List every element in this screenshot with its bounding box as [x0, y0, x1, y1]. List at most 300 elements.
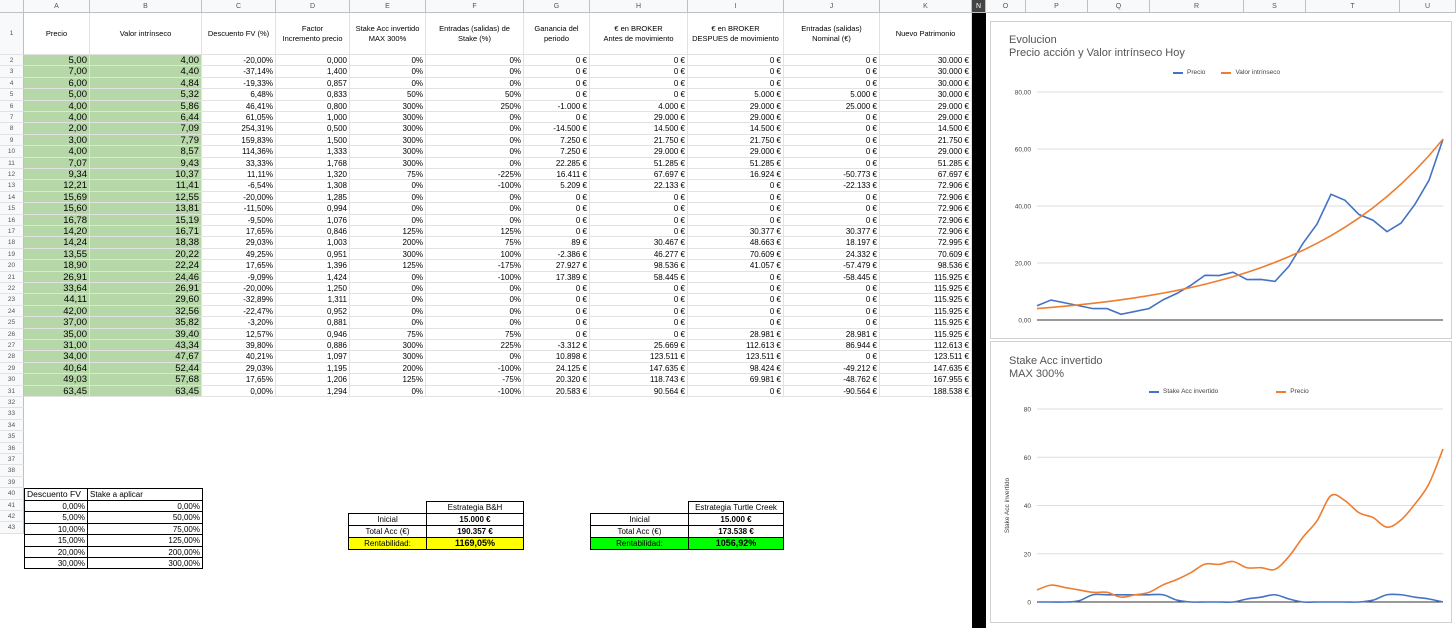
cell-a[interactable]: 13,55	[24, 249, 90, 260]
cell-g[interactable]: 0 €	[524, 66, 590, 77]
cell-k[interactable]: 98.536 €	[880, 260, 972, 271]
row-header[interactable]: 20	[0, 260, 24, 271]
cell-k[interactable]: 30.000 €	[880, 89, 972, 100]
cell-b[interactable]: 10,37	[90, 169, 202, 180]
column-header-j[interactable]: J	[784, 0, 880, 13]
header-ganancia[interactable]	[524, 13, 590, 55]
cell-c[interactable]: -20,00%	[202, 192, 276, 203]
cell-i[interactable]: 123.511 €	[688, 351, 784, 362]
cell-d[interactable]: 1,500	[276, 135, 350, 146]
cell-f[interactable]: 0%	[426, 66, 524, 77]
cell-i[interactable]: 0 €	[688, 386, 784, 397]
cell-f[interactable]: 0%	[426, 135, 524, 146]
cell-e[interactable]: 125%	[350, 374, 426, 385]
lookup-stake-cell[interactable]: 50,00%	[87, 511, 203, 523]
cell-b[interactable]: 4,40	[90, 66, 202, 77]
cell-h[interactable]: 0 €	[590, 78, 688, 89]
cell-i[interactable]: 29.000 €	[688, 146, 784, 157]
row-header[interactable]: 14	[0, 192, 24, 203]
cell-e[interactable]: 75%	[350, 329, 426, 340]
cell-i[interactable]: 30.377 €	[688, 226, 784, 237]
cell-c[interactable]: 159,83%	[202, 135, 276, 146]
cell-f[interactable]: -175%	[426, 260, 524, 271]
bh-inicial-value[interactable]: 15.000 €	[426, 513, 524, 526]
cell-e[interactable]: 300%	[350, 146, 426, 157]
cell-g[interactable]: 89 €	[524, 237, 590, 248]
cell-h[interactable]: 0 €	[590, 226, 688, 237]
cell-f[interactable]: 0%	[426, 306, 524, 317]
cell-i[interactable]: 0 €	[688, 192, 784, 203]
cell-e[interactable]: 0%	[350, 386, 426, 397]
cell-a[interactable]: 63,45	[24, 386, 90, 397]
cell-j[interactable]: -58.445 €	[784, 272, 880, 283]
tc-inicial-label[interactable]: Inicial	[590, 513, 689, 526]
cell-h[interactable]: 0 €	[590, 283, 688, 294]
cell-b[interactable]: 18,38	[90, 237, 202, 248]
cell-k[interactable]: 30.000 €	[880, 78, 972, 89]
cell-i[interactable]: 29.000 €	[688, 112, 784, 123]
cell-i[interactable]: 0 €	[688, 215, 784, 226]
cell-e[interactable]: 125%	[350, 226, 426, 237]
cell-e[interactable]: 0%	[350, 78, 426, 89]
column-header-right[interactable]: Q	[1088, 0, 1150, 13]
cell-a[interactable]: 15,60	[24, 203, 90, 214]
cell-c[interactable]: 17,65%	[202, 226, 276, 237]
cell-c[interactable]: -9,50%	[202, 215, 276, 226]
chart-evolucion[interactable]	[990, 21, 1452, 339]
cell-a[interactable]: 49,03	[24, 374, 90, 385]
cell-k[interactable]: 29.000 €	[880, 146, 972, 157]
chart-stake[interactable]	[990, 341, 1452, 623]
cell-f[interactable]: -75%	[426, 374, 524, 385]
cell-j[interactable]: 0 €	[784, 146, 880, 157]
cell-h[interactable]: 0 €	[590, 66, 688, 77]
cell-d[interactable]: 0,952	[276, 306, 350, 317]
row-header[interactable]: 35	[0, 431, 24, 442]
cell-a[interactable]: 2,00	[24, 123, 90, 134]
cell-h[interactable]: 0 €	[590, 89, 688, 100]
cell-a[interactable]: 44,11	[24, 294, 90, 305]
cell-a[interactable]: 7,07	[24, 158, 90, 169]
cell-d[interactable]: 0,000	[276, 55, 350, 66]
column-header-a[interactable]: A	[24, 0, 90, 13]
cell-b[interactable]: 5,32	[90, 89, 202, 100]
cell-j[interactable]: 0 €	[784, 317, 880, 328]
cell-i[interactable]: 112.613 €	[688, 340, 784, 351]
cell-e[interactable]: 125%	[350, 260, 426, 271]
cell-j[interactable]: 0 €	[784, 351, 880, 362]
cell-f[interactable]: -100%	[426, 386, 524, 397]
cell-k[interactable]: 29.000 €	[880, 112, 972, 123]
cell-b[interactable]: 5,86	[90, 101, 202, 112]
cell-b[interactable]: 16,71	[90, 226, 202, 237]
cell-a[interactable]: 34,00	[24, 351, 90, 362]
cell-d[interactable]: 1,333	[276, 146, 350, 157]
cell-h[interactable]: 30.467 €	[590, 237, 688, 248]
cell-c[interactable]: -3,20%	[202, 317, 276, 328]
cell-j[interactable]: -90.564 €	[784, 386, 880, 397]
cell-i[interactable]: 29.000 €	[688, 101, 784, 112]
tc-title[interactable]: Estrategia Turtle Creek	[688, 501, 784, 514]
tc-inicial-value[interactable]: 15.000 €	[688, 513, 784, 526]
row-header[interactable]: 26	[0, 329, 24, 340]
cell-k[interactable]: 51.285 €	[880, 158, 972, 169]
cell-f[interactable]: 0%	[426, 78, 524, 89]
cell-b[interactable]: 39,40	[90, 329, 202, 340]
cell-d[interactable]: 0,833	[276, 89, 350, 100]
cell-j[interactable]: 0 €	[784, 215, 880, 226]
cell-i[interactable]: 0 €	[688, 66, 784, 77]
header-valor-intrinseco[interactable]	[90, 13, 202, 55]
cell-c[interactable]: -6,54%	[202, 180, 276, 191]
column-header-e[interactable]: E	[350, 0, 426, 13]
row-header[interactable]: 13	[0, 180, 24, 191]
cell-j[interactable]: 24.332 €	[784, 249, 880, 260]
cell-c[interactable]: 11,11%	[202, 169, 276, 180]
row-header[interactable]: 22	[0, 283, 24, 294]
cell-j[interactable]: 0 €	[784, 306, 880, 317]
cell-g[interactable]: 16.411 €	[524, 169, 590, 180]
row-header[interactable]: 43	[0, 522, 24, 533]
row-header[interactable]: 27	[0, 340, 24, 351]
cell-c[interactable]: 40,21%	[202, 351, 276, 362]
cell-h[interactable]: 0 €	[590, 306, 688, 317]
cell-g[interactable]: 0 €	[524, 203, 590, 214]
cell-k[interactable]: 115.925 €	[880, 317, 972, 328]
cell-j[interactable]: -48.762 €	[784, 374, 880, 385]
cell-k[interactable]: 72.906 €	[880, 180, 972, 191]
cell-b[interactable]: 6,44	[90, 112, 202, 123]
cell-g[interactable]: 0 €	[524, 192, 590, 203]
cell-a[interactable]: 40,64	[24, 363, 90, 374]
row-header[interactable]: 38	[0, 465, 24, 476]
cell-f[interactable]: 0%	[426, 158, 524, 169]
row-header[interactable]: 39	[0, 477, 24, 488]
cell-k[interactable]: 29.000 €	[880, 101, 972, 112]
cell-g[interactable]: 5.209 €	[524, 180, 590, 191]
cell-f[interactable]: -225%	[426, 169, 524, 180]
row-header[interactable]: 9	[0, 135, 24, 146]
cell-a[interactable]: 18,90	[24, 260, 90, 271]
cell-g[interactable]: 0 €	[524, 294, 590, 305]
cell-j[interactable]: 0 €	[784, 294, 880, 305]
cell-e[interactable]: 300%	[350, 135, 426, 146]
cell-j[interactable]: 0 €	[784, 158, 880, 169]
lookup-stake-cell[interactable]: 300,00%	[87, 557, 203, 569]
cell-c[interactable]: 46,41%	[202, 101, 276, 112]
cell-d[interactable]: 1,003	[276, 237, 350, 248]
cell-k[interactable]: 115.925 €	[880, 294, 972, 305]
cell-a[interactable]: 14,20	[24, 226, 90, 237]
cell-c[interactable]: -37,14%	[202, 66, 276, 77]
cell-d[interactable]: 0,846	[276, 226, 350, 237]
cell-d[interactable]: 1,285	[276, 192, 350, 203]
row-header[interactable]: 1	[0, 13, 24, 55]
cell-c[interactable]: 6,48%	[202, 89, 276, 100]
cell-d[interactable]: 0,881	[276, 317, 350, 328]
cell-f[interactable]: -100%	[426, 180, 524, 191]
cell-k[interactable]: 188.538 €	[880, 386, 972, 397]
cell-k[interactable]: 21.750 €	[880, 135, 972, 146]
cell-g[interactable]: -14.500 €	[524, 123, 590, 134]
column-header-b[interactable]: B	[90, 0, 202, 13]
cell-j[interactable]: 25.000 €	[784, 101, 880, 112]
cell-f[interactable]: 0%	[426, 55, 524, 66]
cell-i[interactable]: 0 €	[688, 203, 784, 214]
cell-b[interactable]: 35,82	[90, 317, 202, 328]
cell-h[interactable]: 98.536 €	[590, 260, 688, 271]
cell-e[interactable]: 200%	[350, 363, 426, 374]
cell-f[interactable]: 0%	[426, 317, 524, 328]
cell-k[interactable]: 115.925 €	[880, 272, 972, 283]
cell-j[interactable]: -22.133 €	[784, 180, 880, 191]
cell-d[interactable]: 1,076	[276, 215, 350, 226]
cell-h[interactable]: 0 €	[590, 55, 688, 66]
cell-f[interactable]: 0%	[426, 146, 524, 157]
bh-title[interactable]: Estrategia B&H	[426, 501, 524, 514]
cell-f[interactable]: 0%	[426, 192, 524, 203]
cell-a[interactable]: 4,00	[24, 146, 90, 157]
lookup-descuento-cell[interactable]: 0,00%	[24, 500, 88, 512]
cell-a[interactable]: 26,91	[24, 272, 90, 283]
cell-d[interactable]: 0,800	[276, 101, 350, 112]
cell-c[interactable]: -20,00%	[202, 283, 276, 294]
header-factor[interactable]	[276, 13, 350, 55]
cell-f[interactable]: 100%	[426, 249, 524, 260]
cell-h[interactable]: 0 €	[590, 294, 688, 305]
cell-h[interactable]: 0 €	[590, 317, 688, 328]
cell-i[interactable]: 0 €	[688, 180, 784, 191]
cell-c[interactable]: 114,36%	[202, 146, 276, 157]
cell-g[interactable]: 20.583 €	[524, 386, 590, 397]
cell-i[interactable]: 14.500 €	[688, 123, 784, 134]
cell-d[interactable]: 0,946	[276, 329, 350, 340]
cell-b[interactable]: 26,91	[90, 283, 202, 294]
row-header[interactable]: 2	[0, 55, 24, 66]
cell-b[interactable]: 20,22	[90, 249, 202, 260]
cell-a[interactable]: 42,00	[24, 306, 90, 317]
cell-c[interactable]: 29,03%	[202, 363, 276, 374]
bh-rent-value[interactable]: 1169,05%	[426, 537, 524, 550]
header-stake[interactable]	[350, 13, 426, 55]
cell-b[interactable]: 15,19	[90, 215, 202, 226]
lookup-header-descuento[interactable]: Descuento FV	[24, 488, 88, 501]
cell-b[interactable]: 9,43	[90, 158, 202, 169]
cell-f[interactable]: 0%	[426, 203, 524, 214]
row-header[interactable]: 21	[0, 272, 24, 283]
cell-h[interactable]: 51.285 €	[590, 158, 688, 169]
cell-g[interactable]: -2.386 €	[524, 249, 590, 260]
cell-e[interactable]: 0%	[350, 272, 426, 283]
cell-e[interactable]: 300%	[350, 112, 426, 123]
row-header[interactable]: 17	[0, 226, 24, 237]
cell-h[interactable]: 4.000 €	[590, 101, 688, 112]
tc-total-label[interactable]: Total Acc (€)	[590, 525, 689, 538]
cell-k[interactable]: 115.925 €	[880, 283, 972, 294]
cell-j[interactable]: 0 €	[784, 112, 880, 123]
cell-g[interactable]: -1.000 €	[524, 101, 590, 112]
cell-f[interactable]: 0%	[426, 351, 524, 362]
cell-k[interactable]: 72.906 €	[880, 226, 972, 237]
cell-d[interactable]: 1,768	[276, 158, 350, 169]
cell-c[interactable]: 17,65%	[202, 374, 276, 385]
cell-i[interactable]: 0 €	[688, 306, 784, 317]
column-header-right[interactable]: N	[972, 0, 986, 13]
cell-g[interactable]: 0 €	[524, 112, 590, 123]
cell-c[interactable]: 0,00%	[202, 386, 276, 397]
cell-g[interactable]: 0 €	[524, 226, 590, 237]
column-header-k[interactable]: K	[880, 0, 972, 13]
cell-a[interactable]: 5,00	[24, 55, 90, 66]
cell-k[interactable]: 115.925 €	[880, 306, 972, 317]
cell-a[interactable]: 9,34	[24, 169, 90, 180]
cell-k[interactable]: 72.906 €	[880, 192, 972, 203]
cell-c[interactable]: 254,31%	[202, 123, 276, 134]
row-header[interactable]: 5	[0, 89, 24, 100]
bh-rent-label[interactable]: Rentabilidad:	[348, 537, 427, 550]
row-header[interactable]: 8	[0, 123, 24, 134]
cell-h[interactable]: 58.445 €	[590, 272, 688, 283]
cell-g[interactable]: 7.250 €	[524, 146, 590, 157]
cell-b[interactable]: 11,41	[90, 180, 202, 191]
cell-a[interactable]: 5,00	[24, 89, 90, 100]
row-header[interactable]: 15	[0, 203, 24, 214]
lookup-stake-cell[interactable]: 200,00%	[87, 546, 203, 558]
row-header[interactable]: 7	[0, 112, 24, 123]
cell-e[interactable]: 0%	[350, 215, 426, 226]
cell-b[interactable]: 7,79	[90, 135, 202, 146]
cell-b[interactable]: 43,34	[90, 340, 202, 351]
cell-j[interactable]: -57.479 €	[784, 260, 880, 271]
row-header[interactable]: 12	[0, 169, 24, 180]
cell-e[interactable]: 0%	[350, 203, 426, 214]
cell-i[interactable]: 21.750 €	[688, 135, 784, 146]
cell-i[interactable]: 41.057 €	[688, 260, 784, 271]
cell-e[interactable]: 300%	[350, 158, 426, 169]
row-header[interactable]: 18	[0, 237, 24, 248]
column-header-d[interactable]: D	[276, 0, 350, 13]
cell-k[interactable]: 112.613 €	[880, 340, 972, 351]
lookup-stake-cell[interactable]: 0,00%	[87, 500, 203, 512]
cell-b[interactable]: 13,81	[90, 203, 202, 214]
lookup-stake-cell[interactable]: 75,00%	[87, 523, 203, 535]
cell-d[interactable]: 1,308	[276, 180, 350, 191]
cell-k[interactable]: 147.635 €	[880, 363, 972, 374]
cell-k[interactable]: 72.995 €	[880, 237, 972, 248]
lookup-descuento-cell[interactable]: 20,00%	[24, 546, 88, 558]
cell-k[interactable]: 67.697 €	[880, 169, 972, 180]
column-header-i[interactable]: I	[688, 0, 784, 13]
cell-b[interactable]: 63,45	[90, 386, 202, 397]
column-header-right[interactable]: U	[1400, 0, 1456, 13]
cell-h[interactable]: 147.635 €	[590, 363, 688, 374]
bh-inicial-label[interactable]: Inicial	[348, 513, 427, 526]
header-nuevo-patrimonio[interactable]	[880, 13, 972, 55]
cell-a[interactable]: 4,00	[24, 101, 90, 112]
cell-h[interactable]: 90.564 €	[590, 386, 688, 397]
cell-b[interactable]: 24,46	[90, 272, 202, 283]
cell-g[interactable]: 0 €	[524, 317, 590, 328]
cell-c[interactable]: 29,03%	[202, 237, 276, 248]
header-entradas-nominal[interactable]	[784, 13, 880, 55]
row-header[interactable]: 3	[0, 66, 24, 77]
cell-h[interactable]: 0 €	[590, 192, 688, 203]
row-header[interactable]: 29	[0, 363, 24, 374]
cell-k[interactable]: 72.906 €	[880, 203, 972, 214]
row-header[interactable]: 11	[0, 158, 24, 169]
cell-g[interactable]: 20.320 €	[524, 374, 590, 385]
cell-f[interactable]: 0%	[426, 294, 524, 305]
cell-e[interactable]: 0%	[350, 192, 426, 203]
cell-c[interactable]: 17,65%	[202, 260, 276, 271]
cell-d[interactable]: 0,857	[276, 78, 350, 89]
cell-a[interactable]: 6,00	[24, 78, 90, 89]
cell-b[interactable]: 52,44	[90, 363, 202, 374]
cell-f[interactable]: 225%	[426, 340, 524, 351]
cell-d[interactable]: 1,396	[276, 260, 350, 271]
lookup-header-stake[interactable]: Stake a aplicar	[87, 488, 203, 501]
cell-b[interactable]: 57,68	[90, 374, 202, 385]
header-descuento-fv[interactable]	[202, 13, 276, 55]
cell-e[interactable]: 200%	[350, 237, 426, 248]
cell-c[interactable]: -9,09%	[202, 272, 276, 283]
cell-j[interactable]: 0 €	[784, 283, 880, 294]
cell-c[interactable]: -32,89%	[202, 294, 276, 305]
cell-h[interactable]: 0 €	[590, 329, 688, 340]
cell-i[interactable]: 0 €	[688, 283, 784, 294]
cell-d[interactable]: 1,320	[276, 169, 350, 180]
cell-g[interactable]: 17.389 €	[524, 272, 590, 283]
cell-i[interactable]: 28.981 €	[688, 329, 784, 340]
cell-a[interactable]: 3,00	[24, 135, 90, 146]
cell-f[interactable]: 0%	[426, 112, 524, 123]
cell-k[interactable]: 30.000 €	[880, 66, 972, 77]
cell-b[interactable]: 22,24	[90, 260, 202, 271]
row-header[interactable]: 32	[0, 397, 24, 408]
cell-b[interactable]: 29,60	[90, 294, 202, 305]
cell-f[interactable]: 0%	[426, 283, 524, 294]
cell-d[interactable]: 0,500	[276, 123, 350, 134]
cell-d[interactable]: 1,424	[276, 272, 350, 283]
row-header[interactable]: 33	[0, 408, 24, 419]
cell-c[interactable]: 12,57%	[202, 329, 276, 340]
cell-e[interactable]: 300%	[350, 101, 426, 112]
cell-e[interactable]: 50%	[350, 89, 426, 100]
cell-f[interactable]: 50%	[426, 89, 524, 100]
cell-i[interactable]: 48.663 €	[688, 237, 784, 248]
cell-c[interactable]: 61,05%	[202, 112, 276, 123]
cell-e[interactable]: 300%	[350, 123, 426, 134]
cell-d[interactable]: 1,097	[276, 351, 350, 362]
cell-f[interactable]: 0%	[426, 215, 524, 226]
lookup-descuento-cell[interactable]: 15,00%	[24, 534, 88, 546]
cell-k[interactable]: 30.000 €	[880, 55, 972, 66]
cell-e[interactable]: 0%	[350, 283, 426, 294]
bh-total-label[interactable]: Total Acc (€)	[348, 525, 427, 538]
cell-i[interactable]: 51.285 €	[688, 158, 784, 169]
cell-c[interactable]: -19,33%	[202, 78, 276, 89]
cell-g[interactable]: 0 €	[524, 89, 590, 100]
lookup-descuento-cell[interactable]: 30,00%	[24, 557, 88, 569]
cell-j[interactable]: 28.981 €	[784, 329, 880, 340]
cell-d[interactable]: 0,951	[276, 249, 350, 260]
cell-b[interactable]: 4,84	[90, 78, 202, 89]
cell-h[interactable]: 46.277 €	[590, 249, 688, 260]
cell-a[interactable]: 33,64	[24, 283, 90, 294]
cell-d[interactable]: 1,195	[276, 363, 350, 374]
cell-d[interactable]: 1,250	[276, 283, 350, 294]
cell-h[interactable]: 22.133 €	[590, 180, 688, 191]
